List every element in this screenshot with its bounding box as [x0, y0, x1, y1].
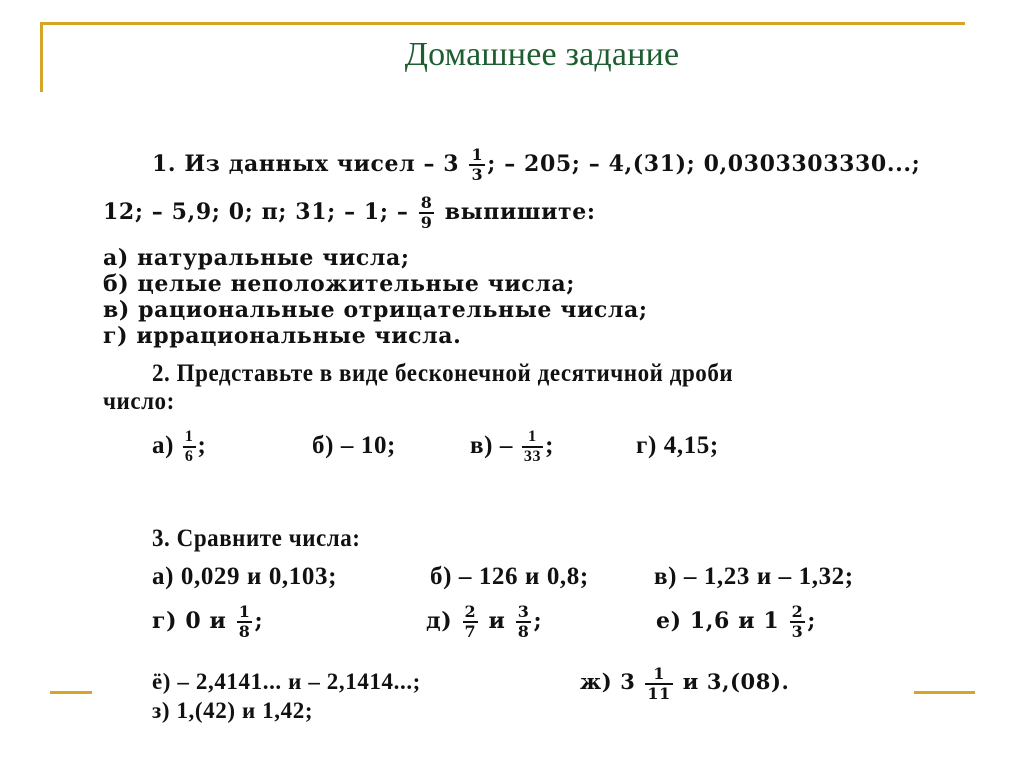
fraction: $\frac{1}{11}$ — [647, 663, 671, 703]
task2-line1: 2. Представьте в виде бесконечной десятичной дроби — [152, 360, 734, 387]
fraction: $\frac{2}{7}$ — [464, 602, 477, 641]
task3-item-yo: ё) – 2,4141... и – 2,1414...; — [152, 669, 421, 694]
task1-item-v: в) рациональные отрицательные числа; — [103, 297, 648, 323]
task1-line2-prefix: 12; – 5,9; 0; π; 31; – 1; – — [103, 199, 409, 225]
task2-item-g: г) 4,15; — [636, 432, 719, 459]
top-rule — [40, 22, 965, 25]
bottom-right-rule — [914, 691, 975, 694]
task3-item-a: а) 0,029 и 0,103; — [152, 563, 338, 590]
task3-item-zh: ж) 3 $\frac{1}{11}$ и 3,(08). — [580, 663, 790, 703]
task3-heading: 3. Сравните числа: — [152, 525, 361, 552]
fraction: $\frac{1}{6}$ — [184, 428, 194, 466]
task3-item-e: е) 1,6 и 1 $\frac{2}{3}$ ; — [656, 602, 817, 641]
task1-item-b: б) целые неположительные числа; — [103, 271, 575, 297]
fraction: $\frac{1}{3}$ — [471, 145, 484, 184]
fraction: $\frac{1}{8}$ — [238, 602, 251, 641]
slide-title: Домашнее задание — [404, 36, 680, 73]
task3-item-g: г) 0 и $\frac{1}{8}$ ; — [152, 602, 264, 641]
task2-line2: число: — [103, 388, 175, 415]
task1-line1 — [152, 146, 920, 184]
task3-item-v: в) – 1,23 и – 1,32; — [654, 563, 854, 590]
task1-line1-prefix: 1. Из данных чисел – 3 — [152, 151, 460, 177]
fraction: $\frac{8}{9}$ — [420, 193, 433, 232]
task2-item-b: б) – 10; — [312, 432, 396, 459]
fraction: $\frac{3}{8}$ — [517, 602, 530, 641]
task3-item-d: д) $\frac{2}{7}$ и $\frac{3}{8}$ ; — [426, 602, 543, 641]
task2-item-v: в) – $\frac{1}{33}$ ; — [470, 428, 554, 466]
bottom-left-rule — [50, 691, 92, 694]
task3-item-b: б) – 126 и 0,8; — [430, 563, 589, 590]
task1-line2 — [103, 194, 596, 232]
task1-item-a: а) натуральные числа; — [103, 245, 410, 271]
task3-item-z: з) 1,(42) и 1,42; — [152, 698, 314, 723]
fraction: $\frac{1}{33}$ — [523, 428, 542, 466]
task2-item-a: а) $\frac{1}{6}$ ; — [152, 428, 207, 466]
task1-line1-suffix: ; – 205; – 4,(31); 0,0303303330...; — [487, 151, 921, 177]
fraction: $\frac{2}{3}$ — [791, 602, 804, 641]
task1-item-g: г) иррациональные числа. — [103, 323, 462, 349]
task1-line2-suffix: выпишите: — [444, 199, 596, 225]
